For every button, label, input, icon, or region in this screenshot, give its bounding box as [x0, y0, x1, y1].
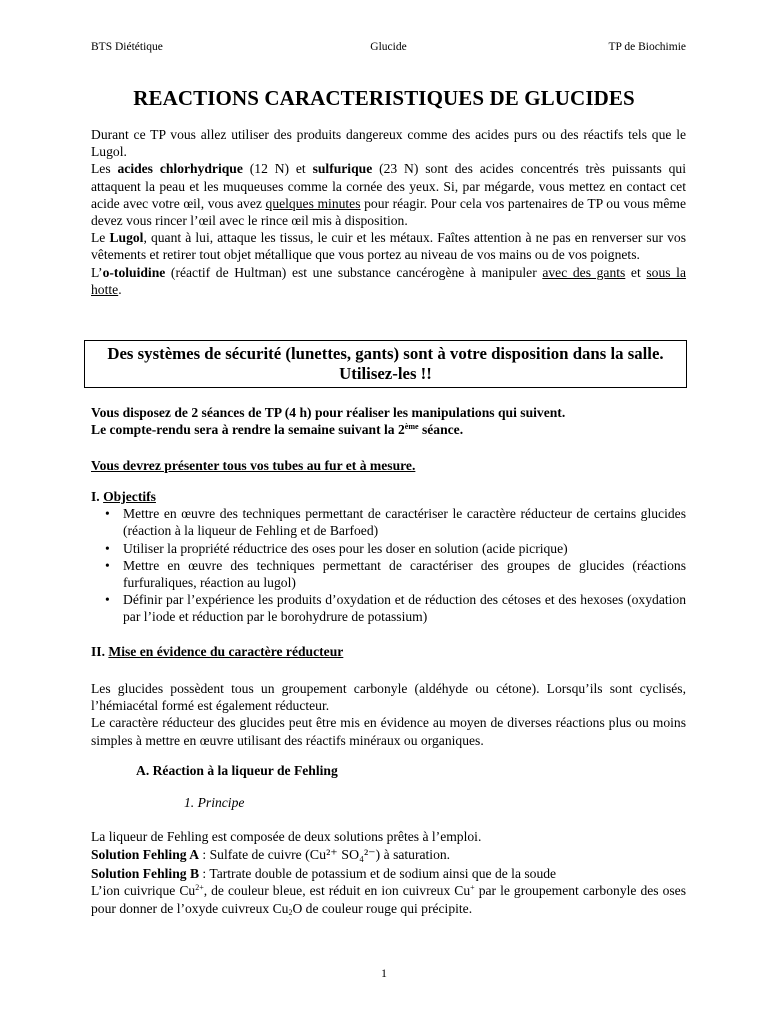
fehling-paragraph-1: La liqueur de Fehling est composée de deux solutions prêtes à l’emploi.: [91, 829, 482, 844]
safety-box: Des systèmes de sécurité (lunettes, gants) sont à votre disposition dans la salle. Utilisez-les !!: [84, 340, 687, 388]
bullet-icon: •: [105, 557, 110, 573]
solution-b-line: Solution Fehling B : Tartrate double de potassium et de sodium ainsi que de la soude: [91, 866, 557, 882]
solution-b-label: Solution Fehling B: [91, 866, 200, 882]
list-item: • Mettre en œuvre des techniques permettant de caractériser le caractère réducteur de certains glucides (réaction à la liqueur de Fehling et de Barfoed): [105, 506, 686, 539]
page-number: 1: [381, 966, 387, 980]
acide-chlorhydrique: acides chlorhydrique: [117, 161, 243, 177]
solution-a-label: Solution Fehling A: [91, 847, 200, 863]
sessions-line-1: Vous disposez de 2 séances de TP (4 h) pour réaliser les manipulations qui suivent.: [91, 405, 566, 420]
sessions-line-2: Le compte-rendu sera à rendre la semaine suivant la 2ème séance.: [91, 422, 464, 438]
solution-a-formula: (Cu²⁺ SO₄²⁻): [305, 848, 381, 864]
acide-sulfurique: sulfurique: [312, 161, 373, 177]
list-item: • Mettre en œuvre des techniques permettant de caractériser des groupes de glucides (réactions furfuraliques, réaction au lugol): [105, 557, 686, 591]
intro-block: [91, 126, 686, 298]
principe-heading: 1. Principe: [184, 795, 245, 810]
list-item: • Définir par l’expérience les produits d’oxydation et de réduction des cétoses et des hexoses (oxydation par l’iode et réduction par le borohydrure de potassium): [105, 592, 686, 625]
section-2-body: [91, 680, 686, 749]
page-title: REACTIONS CARACTERISTIQUES DE GLUCIDES: [133, 86, 635, 110]
header-left: BTS Diététique: [91, 41, 163, 53]
lugol: Lugol: [109, 230, 144, 246]
fehling-block: [91, 828, 686, 917]
section-1-heading: I. Objectifs: [91, 489, 156, 504]
bullet-icon: •: [105, 592, 110, 608]
page-header: [91, 41, 686, 57]
intro-paragraph-4: L’o-toluidine (réactif de Hultman) est une substance cancérogène à manipuler avec des gants et sous la hotte.: [91, 264, 686, 297]
quelques-minutes: quelques minutes: [265, 195, 361, 211]
section-2-heading: II. Mise en évidence du caractère réducteur: [91, 644, 344, 659]
o-toluidine: o-toluidine: [102, 264, 166, 280]
tubes-line: Vous devrez présenter tous vos tubes au fur et à mesure.: [91, 458, 416, 473]
intro-paragraph-3: Le Lugol, quant à lui, attaque les tissus, le cuir et les métaux. Faîtes attention à ne pas en renverser sur vos vêtements et retirer tout objet métallique que vous portez au niveau de vos mains ou de vos poignets.: [91, 230, 686, 263]
sessions-block: [91, 404, 686, 438]
list-item: • Utiliser la propriété réductrice des oses pour les doser en solution (acide picrique): [105, 540, 568, 556]
bullet-icon: •: [105, 506, 110, 522]
sous-la-hotte: sous la hotte: [91, 264, 686, 297]
header-center: Glucide: [370, 41, 407, 53]
intro-paragraph-1: Durant ce TP vous allez utiliser des produits dangereux comme des acides purs ou des réactifs tels que le Lugol.: [91, 127, 686, 160]
subsection-a-heading: A. Réaction à la liqueur de Fehling: [136, 763, 338, 778]
solution-a-line: Solution Fehling A : Sulfate de cuivre (Cu²⁺ SO₄²⁻) à saturation.: [91, 847, 451, 864]
intro-paragraph-2: Les acides chlorhydrique (12 N) et sulfurique (23 N) sont des acides concentrés très puissants qui attaquent la peau et les muqueuses comme la cornée des yeux. Si, par mégarde, vous mettez en contact cet acide avec votre œil, vous avez quelques minutes pour réagir. Pour cela vos partenaires de TP ou vous même devez vous rincer l’œil avec le rince œil mis à disposition.: [91, 161, 687, 229]
bullet-icon: •: [105, 540, 110, 556]
section-2-paragraph-2: Le caractère réducteur des glucides peut être mis en évidence au moyen de diverses réactions plus ou moins simples à mettre en œuvre utilisant des réactifs minéraux ou organiques.: [91, 715, 686, 748]
objectifs-list: [91, 505, 686, 625]
header-right: TP de Biochimie: [608, 41, 686, 53]
avec-des-gants: avec des gants: [542, 264, 626, 280]
copper-ion-paragraph: L’ion cuivrique $Cu^{2+}$, de couleur bleue, est réduit en ion cuivreux Cu+ par le groupement carbonyle des oses pour donner de l’oxyde cuivreux $Cu_2O$ de couleur rouge qui précipite.: [91, 883, 687, 917]
section-2-paragraph-1: Les glucides possèdent tous un groupement carbonyle (aldéhyde ou cétone). Lorsqu’ils sont cyclisés, l’hémiacétal formé est également réducteur.: [91, 681, 686, 714]
section-objectifs: [91, 488, 686, 626]
